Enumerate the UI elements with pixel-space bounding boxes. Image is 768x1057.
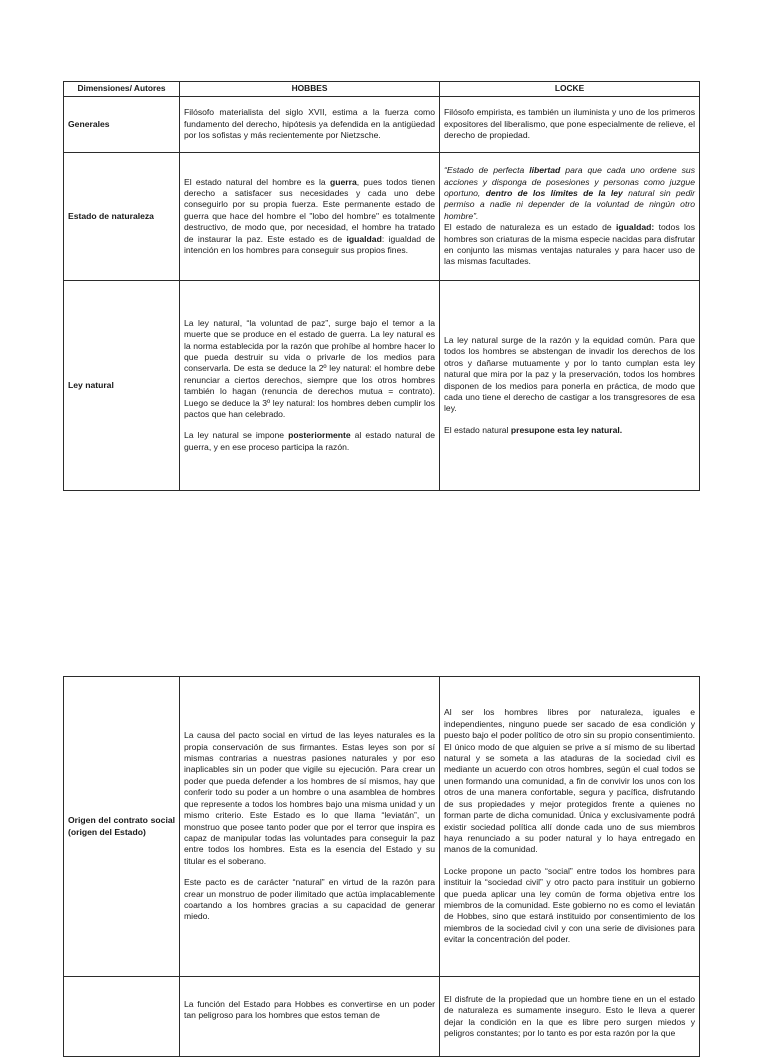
paragraph: Al ser los hombres libres por naturaleza, iguales e independientes, ninguno puede ser sacado de esa condición y puesto bajo el poder político de otro sin su propio consentimiento. El único modo de que alguien se prive a sí mismo de su libertad natural y se someta a las ataduras de la sociedad civil es mediante un acuerdo con otros hombres, según el cual todos se unen formando una comunidad, a fin de convivir los unos con los otros de una manera confortable, segura y pacífica, disfrutando de sus propiedades y mejor protegidos frente a quienes no forman parte de dicha comunidad. Única y exclusivamente podrá existir sociedad política allí donde cada uno de sus miembros haya renunciado a su poder natural y lo haya entregado en manos de la comunidad. (444, 707, 695, 855)
header-dimensions: Dimensiones/ Autores (64, 82, 180, 97)
header-hobbes: HOBBES (180, 82, 440, 97)
paragraph: Locke propone un pacto “social” entre todos los hombres para instituir la “sociedad civil” y otro pacto para instituir un gobierno que pueda aplicar una ley común de forma objetiva entre los miembros de la comunidad. Este gobierno no es como el leviatán de Hobbes, sino que estará instituido por consentimiento de los miembros de la sociedad civil y con una serie de divisiones para evitar la concentración del poder. (444, 865, 695, 945)
row-label-naturaleza: Estado de naturaleza (64, 153, 180, 281)
row-funcion-estado (64, 977, 700, 1057)
text-segment: La ley natural se impone (184, 430, 289, 441)
locke-naturaleza (440, 153, 700, 281)
row-ley-natural (64, 281, 700, 491)
locke-funcion: El disfrute de la propiedad que un hombre tiene en un el estado de naturaleza es sumamente inseguro. Esto le lleva a querer dejar la condición en la que es libre pero surgen miedos y peligros constantes; por lo tanto es por esta razón por la que (440, 977, 700, 1057)
paragraph: La ley natural surge de la razón y la equidad común. Para que todos los hombres se abstengan de invadir los derechos de los otros y dañarse mutuamente y por lo tanto cumplan esta ley natural que mira por la paz y la preservación, todos los hombres disponen de los medios para ponerla en práctica, de modo que cada uno tiene el derecho de castigar a los transgresores de esa ley. (444, 334, 695, 414)
text-bold: guerra (329, 176, 357, 187)
quote-segment: “Estado de perfecta (444, 165, 530, 176)
row-naturaleza (64, 153, 700, 281)
paragraph: La ley natural, “la voluntad de paz”, surge bajo el temor a la muerte que se produce en el estado de guerra. La ley natural es la norma establecida por la razón que prohíbe al hombre hacer lo que pueda destruir su vida o privarle de los medios para conservarla. De esta se deduce la 2º ley natural: el hombre debe renunciar a ciertos derechos, siempre que los otros hombres también lo hagan (renuncia de derechos mutua = contrato). Luego se deduce la 3º ley natural: los hombres deben cumplir los pactos que han celebrado. (184, 317, 435, 420)
text-segment: El estado natural (444, 424, 511, 435)
hobbes-naturaleza (180, 153, 440, 281)
paragraph: La causa del pacto social en virtud de las leyes naturales es la propia conservación de sus firmantes. Estas leyes son por sí mismas contrarias a nuestras pasiones naturales y por eso inaplicables sin un poder que vigile su ejecución. Para crear un poder que pueda defender a los hombres de sí mismos, hay que conferir todo su poder a un hombre o una asamblea de hombres que represente a todos los hombres bajo una misma unidad y un mismo criterio. Este Estado es lo que llama “leviatán”, un monstruo que posee tanto poder que por el terror que inspira es capaz de manipular todas las voluntades para conseguir la paz entre todos los hombres. Esta es la esencia del Estado y su titular es el soberano. (184, 730, 435, 866)
hobbes-funcion: La función del Estado para Hobbes es convertirse en un poder tan peligroso para los hombres que estos teman de (180, 977, 440, 1057)
paragraph: Este pacto es de carácter “natural” en virtud de la razón para crear un monstruo de poder ilimitado que actúa implacablemente coartando a los hombres gracias a su capacidad de generar miedo. (184, 877, 435, 922)
hobbes-generales: Filósofo materialista del siglo XVII, estima a la fuerza como fundamento del derecho, hipótesis ya defendida en la antigüedad por los sofistas y más recientemente por Nietzsche. (180, 97, 440, 153)
locke-ley-natural (440, 281, 700, 491)
text-bold: igualdad: (616, 222, 655, 233)
locke-generales: Filósofo empirista, es también un iluminista y uno de los primeros expositores del liberalismo, que pone especialmente de relieve, el derecho de propiedad. (440, 97, 700, 153)
comparison-table-top (63, 81, 700, 491)
quote-bold: dentro de los límites de la ley (485, 187, 623, 198)
quote-segment: para que cada uno ordene sus acciones y disponga de posesiones y personas como juzgue oportuno, (444, 165, 695, 198)
row-label-ley-natural: Ley natural (64, 281, 180, 491)
text-segment: El estado natural del hombre es la (184, 176, 330, 187)
row-label-generales: Generales (64, 97, 180, 153)
row-generales (64, 97, 700, 153)
hobbes-origen (180, 677, 440, 977)
quote-segment: natural sin pedir permiso a nadie ni depender de la voluntad de ningún otro hombre”. (444, 187, 695, 221)
text-segment: al estado natural de guerra, y en ese proceso participa la razón. (184, 430, 435, 452)
quote-bold: libertad (529, 165, 561, 176)
text-bold: igualdad (346, 233, 382, 244)
locke-origen (440, 677, 700, 977)
text-segment: todos los hombres son criaturas de la misma especie nacidas para disfrutar en conjunto las mismas ventajas naturales y para hacer uso de las mismas facultades. (444, 222, 695, 267)
paragraph (444, 425, 695, 436)
text-segment: : igualdad de intención en los hombres para conseguir sus propios fines. (184, 233, 435, 256)
paragraph (184, 430, 435, 453)
text-segment: El estado de naturaleza es un estado de (444, 222, 617, 233)
row-origen-contrato (64, 677, 700, 977)
row-label-origen: Origen del contrato social (origen del Estado) (64, 677, 180, 977)
header-row (64, 82, 700, 97)
text-segment: , pues todos tienen derecho a satisfacer sus necesidades y cada uno debe conseguirlo por su propia fuerza. Este permanente estado de guerra que hace del hombre el "lobo del hombre" es totalmente destructivo, de modo que, por necesidad, el hombre ha tratado de instaurar la paz. Este estado es de (184, 176, 436, 244)
comparison-table-bottom (63, 676, 700, 1057)
text-bold: presupone esta ley natural. (510, 424, 623, 435)
header-locke: LOCKE (440, 82, 700, 97)
row-label-funcion (64, 977, 180, 1057)
hobbes-ley-natural (180, 281, 440, 491)
text-bold: posteriormente (288, 430, 351, 441)
